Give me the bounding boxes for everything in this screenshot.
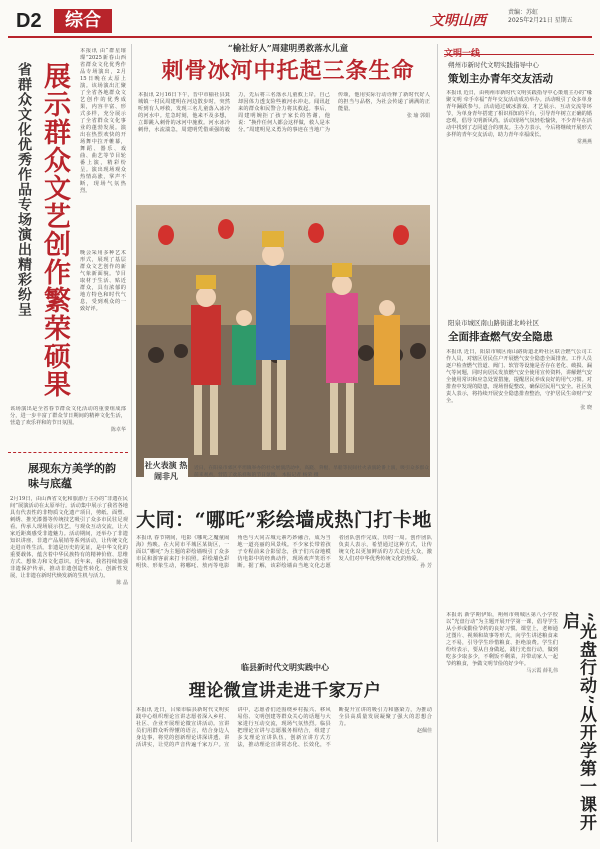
- left-feature-body-c: [10, 406, 126, 442]
- photo-illustration: [136, 205, 430, 477]
- right-section-title: 文明一线: [444, 49, 481, 59]
- left-feature-title: 展示群众文艺创作繁荣硕果: [39, 62, 70, 398]
- header-meta: [508, 9, 573, 25]
- left-second-title: 展现东方美学的韵味与底蕴: [28, 462, 116, 490]
- center-byline: 张 瑜 郭娟: [406, 113, 430, 119]
- right-story1-headline: 策划主办青年交友活动: [448, 73, 553, 85]
- right-story1-body: [446, 90, 592, 308]
- center-body: [138, 92, 430, 204]
- right-section-header: [444, 41, 594, 59]
- left-feature-body-c-text: 该场演出是全省春节群众文化活动的重要组成部分，进一步丰富了群众节日期间的精神文化生活，营造了欢乐祥和的节日氛围。: [10, 406, 126, 426]
- shehuo-photo: [136, 205, 430, 477]
- page-header: [8, 6, 592, 38]
- page-number: D2: [16, 10, 42, 32]
- center-body-text: 本报讯 2月16日下午，晋中市榆社县箕城镇一村民周建明在河边散步时，突然听到有人呼救，发现三名儿童落入冰冷的河水中。危急时刻，他来不及多想，立即跳入刺骨的冰河中施救。河水冰冷刺骨，水流湍急，周建明凭借顽强的毅力，先后将三名落水儿童救上岸，自己却因体力透支险些被河水冲走。闻讯赶来的群众和民警合力将其救起。事后，周建明婉拒了孩子家长的答谢，他说：“换作任何人都会这样做，救人是本分。”周建明见义勇为的事迹在当地广为传颂，他用实际行动诠释了新时代好人的担当与品格，为社会传递了满满的正能量。: [138, 92, 430, 133]
- photo-caption-title: 社火表演 热闹非凡: [144, 458, 188, 488]
- left-divider: [8, 452, 128, 453]
- right-story3-title: “光盘行动”从开学第一课开启: [559, 612, 596, 832]
- left-second-body: [10, 496, 128, 832]
- center-kicker: “榆社好人”周建明勇救落水儿童: [227, 44, 349, 54]
- column-rule-left: [131, 44, 132, 842]
- right-story1-body-text: 本报讯 近日，由朔州市新时代文明实践指导中心策划主办的“缘聚文明 牵手幸福”青年交友活动成功举办。活动吸引了众多单身青年踊跃参与。活动通过破冰游戏、才艺展示、互动交流等环节，为单身青年搭建了相识相知的平台，引导青年树立正确的婚恋观，倡导文明新风尚。活动现场气氛轻松愉快，不少青年在活动中找到了志同道合的朋友。主办方表示，今后将继续开展形式多样的青年交友活动，助力青年幸福成长。: [446, 90, 592, 138]
- column-rule-right: [437, 44, 438, 842]
- right-story1-byline: 常燕燕: [576, 139, 592, 145]
- right-story2-body-text: 本报讯 近日，阳泉市城区南山路街道北岭社区联合燃气公司工作人员，对辖区居民住户开展燃气安全隐患全面排查。工作人员逐户检查燃气管道、阀门、软管等设施是否存在老化、破损、漏气等问题，同时向居民发放燃气安全使用宣传资料，讲解燃气安全使用常识和应急处置措施，提醒居民养成良好的用气习惯。对排查中发现的隐患，现场督促整改，确保居民用气安全。社区负责人表示，将持续开展安全隐患排查整治，守护居民生命财产安全。: [446, 349, 592, 404]
- right-story2-kicker: 阳泉市城区南山路街道北岭社区: [448, 319, 539, 327]
- middle-body: [136, 535, 432, 653]
- right-story2-body: [446, 349, 592, 604]
- left-feature-body-a: 本报讯 由“群星璀璨”2025新春山西省群众文化优秀作品专场演出，2月15日晚在太原上演。该场演出汇聚了全省各地群众文艺创作的优秀成果，内容丰富、形式多样，充分展示了全省群众文化事业的蓬勃发展。演出在热烈欢快的开场舞中拉开帷幕，舞蹈、器乐、戏曲、曲艺等节目轮番上演，精彩纷呈。演出现场观众热情高涨，掌声不断，现场气氛热烈。: [80, 48, 126, 194]
- bottom-byline: 赵佩佳: [416, 728, 432, 734]
- bottom-body-text: 本报讯 近日，吕梁市临县新时代文明实践中心组织理论宣讲志愿者深入乡村、社区、企业开展理论微宣讲活动。宣讲员们用群众听得懂的语言，结合身边人身边事，将党的创新理论讲深讲透、讲活讲实，让党的声音传遍千家万户。宣讲中，志愿者们还围绕乡村振兴、移风易俗、文明创建等群众关心的话题与大家进行互动交流，现场气氛热烈。临县把理论宣讲与志愿服务相结合，组建了多支理论宣讲队伍，创新宣讲方式方法，推动理论宣讲常态化、长效化，不断提升宣讲的吸引力和感染力，为推动全县高质量发展凝聚了强大的思想合力。: [136, 707, 432, 748]
- right-story3-body-text: 本报讯 新学期伊始，朔州市朔城区第八小学校以“光盘行动”为主题开展开学第一课，倡导学生从小养成勤俭节约的良好习惯。课堂上，老师通过图片、视频和故事等形式，向学生讲述粮食来之不易，引导学生珍惜粮食、拒绝浪费。学生们纷纷表示，要从自身做起，践行光盘行动，做到吃多少取多少，不剩饭不剩菜，并带动家人一起节约粮食，争做文明节俭的好少年。: [446, 612, 558, 667]
- right-story2-headline: 全面排查燃气安全隐患: [448, 331, 553, 343]
- paper-name: 文明山西: [430, 13, 486, 29]
- editor-line: 责编：苏虹: [508, 9, 539, 16]
- bottom-body: [136, 707, 432, 839]
- center-headline: 刺骨冰河中托起三条生命: [161, 58, 415, 84]
- section-label: 综合: [54, 9, 112, 33]
- left-feature-byline: 陈卓华: [110, 427, 126, 433]
- right-story3-body: [446, 612, 558, 840]
- middle-headline: 大同：“哪吒”彩绘墙成热门打卡地: [136, 509, 432, 531]
- right-story1-kicker: 朔州市新时代文明实践指导中心: [448, 61, 539, 69]
- left-feature-body-b: 晚会采用多种艺术形式，展现了基层群众文艺创作的新气象新面貌。节目取材于生活、贴近群众，具有浓郁的地方特色和时代气息，受到观众的一致好评。: [80, 250, 126, 312]
- right-story3-byline: 马云霞 薛礼伟: [526, 668, 558, 674]
- left-second-byline: 陈 晶: [116, 580, 128, 586]
- middle-body-text: 本报讯 春节期间，电影《哪吒之魔童闹海》热映。在大同市平城区某街区，一面以“哪吒”为主题的彩绘墙吸引了众多市民和游客前来打卡拍照。彩绘墙色彩明快、形象生动，将哪吒、敖丙等电影角色与大同古城元素巧妙融合，成为当地一道亮丽的风景线。不少家长带着孩子专程前来合影留念，孩子们兴奋地模仿电影中的经典动作，现场欢声笑语不断。据了解，该彩绘墙由当地文化志愿者团队创作完成，历时一周。创作团队负责人表示，希望通过这种方式，让传统文化以更加鲜活的方式走近大众，激发人们对中华优秀传统文化的热爱。: [136, 535, 432, 569]
- middle-byline: 孙 芳: [420, 563, 432, 569]
- bottom-headline: 理论微宣讲走进千家万户: [188, 681, 382, 701]
- date-line: 2025年2月21日 星期五: [508, 17, 573, 24]
- left-feature-subtitle: 省群众文化优秀作品专场演出精彩纷呈: [16, 62, 32, 317]
- bottom-kicker: 临县新时代文明实践中心: [241, 662, 329, 672]
- right-story2-byline: 张 晓: [580, 405, 592, 411]
- left-second-body-text: 2月19日，由山西省文化和旅游厅主办的“非遗在民间”展演活动在太原举行。活动集中展示了我省各地具有代表性的非物质文化遗产项目，剪纸、面塑、刺绣、推光漆器等传统技艺吸引了众多市民驻足观看。传承人现场展示技艺，与观众互动交流，让大家近距离感受非遗魅力。活动期间，还举办了非遗知识讲座、非遗产品展销等系列活动，让传统文化走进百姓生活。非遗是历史的见证，是中华文化的重要载体，蕴含着中华民族特有的精神价值、思维方式、想象力和文化意识。近年来，我省持续加强非遗保护传承，推动非遗创造性转化、创新性发展，让非遗在新时代焕发新的生机与活力。: [10, 496, 128, 579]
- photo-caption: 近日，在阳泉市郊区平坦镇举办的社火展演活动中，高跷、背棍、旱船等民间社火表演轮番上演，吸引众多群众前来观看，营造了欢乐祥和的节日氛围。 本报记者 杨荣 摄: [194, 466, 430, 478]
